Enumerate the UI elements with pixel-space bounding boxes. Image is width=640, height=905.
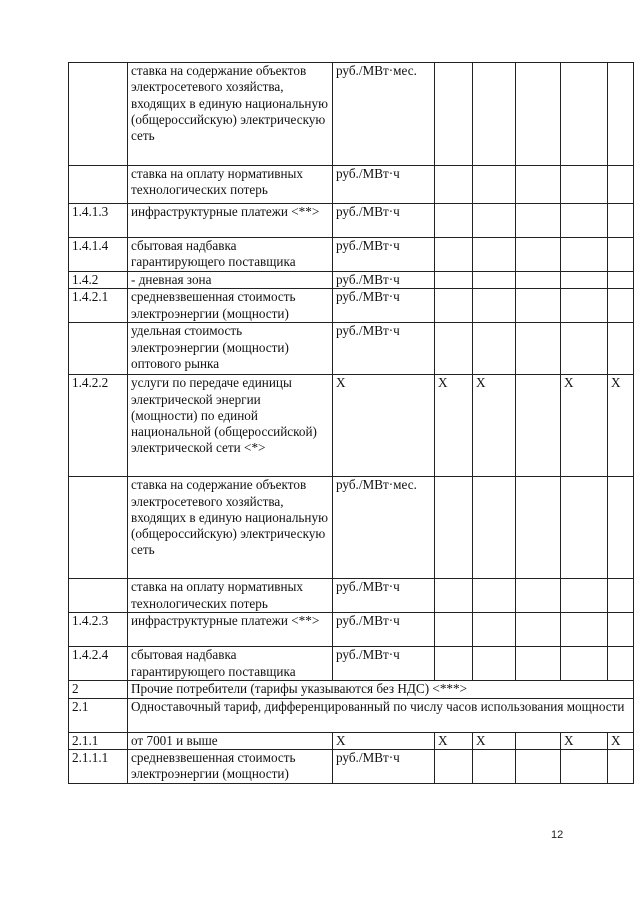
row-unit: руб./МВт·ч [333,749,435,783]
empty-cell [473,749,516,783]
table-row [69,613,634,647]
row-number [69,477,128,579]
x-mark-cell: X [435,732,473,749]
table-row [69,749,634,783]
empty-cell [473,204,516,238]
x-mark-cell: X [473,732,516,749]
row-unit: руб./МВт·ч [333,204,435,238]
empty-cell [473,579,516,613]
empty-cell [473,63,516,166]
empty-cell [608,749,634,783]
row-number [69,166,128,204]
empty-cell [516,323,561,375]
empty-cell [608,238,634,272]
row-unit: руб./МВт·ч [333,238,435,272]
empty-cell [516,613,561,647]
table-row [69,204,634,238]
empty-cell [473,272,516,289]
row-unit: руб./МВт·мес. [333,477,435,579]
empty-cell [435,613,473,647]
table-row [69,289,634,323]
row-unit: руб./МВт·ч [333,272,435,289]
row-unit: руб./МВт·ч [333,323,435,375]
table-row [69,63,634,166]
table-row [69,166,634,204]
row-number: 1.4.1.4 [69,238,128,272]
empty-cell [516,579,561,613]
empty-cell [608,204,634,238]
row-number: 1.4.2.4 [69,647,128,681]
empty-cell [608,323,634,375]
table-row [69,698,634,732]
row-unit: руб./МВт·ч [333,647,435,681]
empty-cell [435,647,473,681]
row-description: ставка на оплату нормативных технологических потерь [128,166,333,204]
x-mark-cell: X [608,375,634,477]
empty-cell [473,647,516,681]
empty-cell [608,647,634,681]
row-unit: руб./МВт·ч [333,613,435,647]
row-description: сбытовая надбавка гарантирующего поставщика [128,647,333,681]
empty-cell [561,477,608,579]
x-mark-cell: X [608,732,634,749]
empty-cell [561,166,608,204]
empty-cell [608,613,634,647]
row-number: 2 [69,681,128,698]
empty-cell [435,238,473,272]
empty-cell [435,166,473,204]
row-number [69,63,128,166]
row-unit: руб./МВт·ч [333,166,435,204]
empty-cell [608,63,634,166]
empty-cell [435,477,473,579]
empty-cell [435,63,473,166]
empty-cell [435,272,473,289]
row-description: Одноставочный тариф, дифференцированный по числу часов использования мощности [128,698,634,732]
row-number [69,579,128,613]
empty-cell [561,238,608,272]
empty-cell [473,477,516,579]
empty-cell [435,289,473,323]
section-row [69,681,634,698]
row-unit: руб./МВт·ч [333,289,435,323]
table-row [69,647,634,681]
section-title: Прочие потребители (тарифы указываются без НДС) <***> [128,681,634,698]
x-mark-cell: X [473,375,516,477]
table-row [69,375,634,477]
page-number: 12 [551,829,564,841]
row-number: 2.1.1 [69,732,128,749]
row-description: инфраструктурные платежи <**> [128,613,333,647]
empty-cell [516,238,561,272]
empty-cell [608,289,634,323]
table-row [69,323,634,375]
table-row [69,272,634,289]
empty-cell [561,579,608,613]
empty-cell [473,238,516,272]
table-row [69,579,634,613]
empty-cell [516,477,561,579]
empty-cell [516,204,561,238]
empty-cell [473,323,516,375]
row-unit: руб./МВт·ч [333,579,435,613]
empty-cell [516,732,561,749]
table-row [69,477,634,579]
empty-cell [435,204,473,238]
empty-cell [473,166,516,204]
empty-cell [561,289,608,323]
row-description: ставка на оплату нормативных технологических потерь [128,579,333,613]
empty-cell [561,647,608,681]
empty-cell [516,272,561,289]
row-description: - дневная зона [128,272,333,289]
empty-cell [561,63,608,166]
row-description: от 7001 и выше [128,732,333,749]
empty-cell [608,272,634,289]
empty-cell [608,166,634,204]
row-number: 1.4.2 [69,272,128,289]
row-number [69,323,128,375]
empty-cell [473,613,516,647]
row-number: 1.4.2.1 [69,289,128,323]
table-row [69,238,634,272]
row-description: ставка на содержание объектов электросетевого хозяйства, входящих в единую национальную (общероссийскую) электрическую сеть [128,477,333,579]
row-number: 1.4.2.2 [69,375,128,477]
empty-cell [435,749,473,783]
row-description: средневзвешенная стоимость электроэнергии (мощности) [128,289,333,323]
row-number: 1.4.2.3 [69,613,128,647]
empty-cell [516,166,561,204]
empty-cell [516,289,561,323]
empty-cell [516,749,561,783]
row-description: удельная стоимость электроэнергии (мощности) оптового рынка [128,323,333,375]
row-description: ставка на содержание объектов электросетевого хозяйства, входящих в единую национальную (общероссийскую) электрическую сеть [128,63,333,166]
row-unit: X [333,375,435,477]
row-unit: руб./МВт·мес. [333,63,435,166]
empty-cell [561,323,608,375]
empty-cell [435,323,473,375]
empty-cell [473,289,516,323]
row-number: 2.1.1.1 [69,749,128,783]
empty-cell [561,272,608,289]
empty-cell [516,647,561,681]
row-description: средневзвешенная стоимость электроэнергии (мощности) [128,749,333,783]
empty-cell [561,204,608,238]
row-description: услуги по передаче единицы электрической энергии (мощности) по единой национальной (общероссийской) электрической сети <*> [128,375,333,477]
empty-cell [608,477,634,579]
row-number: 1.4.1.3 [69,204,128,238]
row-unit: X [333,732,435,749]
row-number: 2.1 [69,698,128,732]
empty-cell [516,375,561,477]
x-mark-cell: X [561,375,608,477]
empty-cell [561,749,608,783]
row-description: сбытовая надбавка гарантирующего поставщика [128,238,333,272]
tariff-table [68,62,634,784]
table-row [69,732,634,749]
empty-cell [516,63,561,166]
x-mark-cell: X [561,732,608,749]
row-description: инфраструктурные платежи <**> [128,204,333,238]
empty-cell [561,613,608,647]
x-mark-cell: X [435,375,473,477]
empty-cell [435,579,473,613]
empty-cell [608,579,634,613]
